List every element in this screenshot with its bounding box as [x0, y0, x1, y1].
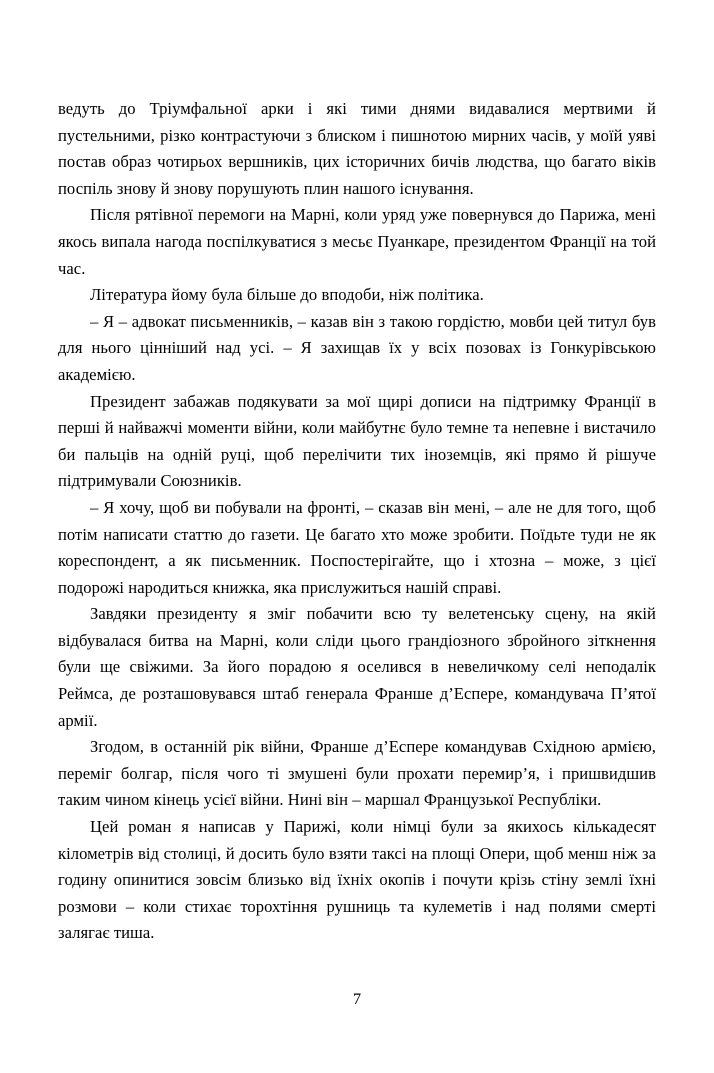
paragraph: Завдяки президенту я зміг побачити всю ту велетенську сцену, на якій відбувалася битва на Марні, коли сліди цього грандіозного збройного зіткнення були ще свіжими. За його порадою я оселився в невеличкому селі неподалік Реймса, де розташовувався штаб генерала Франше д’Еспере, командувача П’ятої армії.	[58, 604, 656, 730]
paragraph: Цей роман я написав у Парижі, коли німці були за якихось кількадесят кілометрів від столиці, й досить було взяти таксі на площі Опери, щоб менш ніж за годину опинитися зовсім близько від їхніх окопів і почути крізь стіну землі їхні розмови – коли стихає торохтіння рушниць та кулеметів і над полями смерті залягає тиша.	[58, 817, 656, 943]
paragraph: Література йому була більше до вподоби, ніж політика.	[90, 285, 484, 305]
page-body	[58, 96, 656, 947]
paragraph: Згодом, в останній рік війни, Франше д’Еспере командував Східною армією, переміг болгар, після чого ті змушені були прохати перемир’я, і пришвидшив таким чином кінець усієї війни. Нині він – маршал Французької Республіки.	[58, 737, 656, 810]
page-number: 7	[352, 990, 362, 1008]
paragraph: – Я – адвокат письменників, – казав він з такою гордістю, мовби цей титул був для нього цінніший над усі. – Я захищав їх у всіх позовах із Гонкурівською академією.	[58, 311, 656, 384]
paragraph: – Я хочу, щоб ви побували на фронті, – сказав він мені, – але не для того, щоб потім написати статтю до газети. Це багато хто може зробити. Поїдьте туди не як кореспондент, а як письменник. Поспостерігайте, що і хтозна – може, з цієї подорожі народиться книжка, яка прислужиться нашій справі.	[58, 497, 656, 597]
paragraph: Після рятівної перемоги на Марні, коли уряд уже повернувся до Парижа, мені якось випала нагода поспілкуватися з месьє Пуанкаре, президентом Франції на той час.	[58, 205, 656, 278]
paragraph: Президент забажав подякувати за мої щирі дописи на підтримку Франції в перші й найважчі моменти війни, коли майбутнє було темне та непевне і вистачило би пальців на одній руці, щоб перелічити тих іноземців, які прямо й рішуче підтримували Союзників.	[58, 391, 656, 491]
paragraph: ведуть до Тріумфальної арки і які тими днями видавалися мертвими й пустельними, різко контрастуючи з блиском і пишнотою мирних часів, у моїй уяві постав образ чотирьох вершників, цих історичних бичів людства, що багато віків поспіль знову й знову порушують плин нашого існування.	[58, 99, 656, 198]
